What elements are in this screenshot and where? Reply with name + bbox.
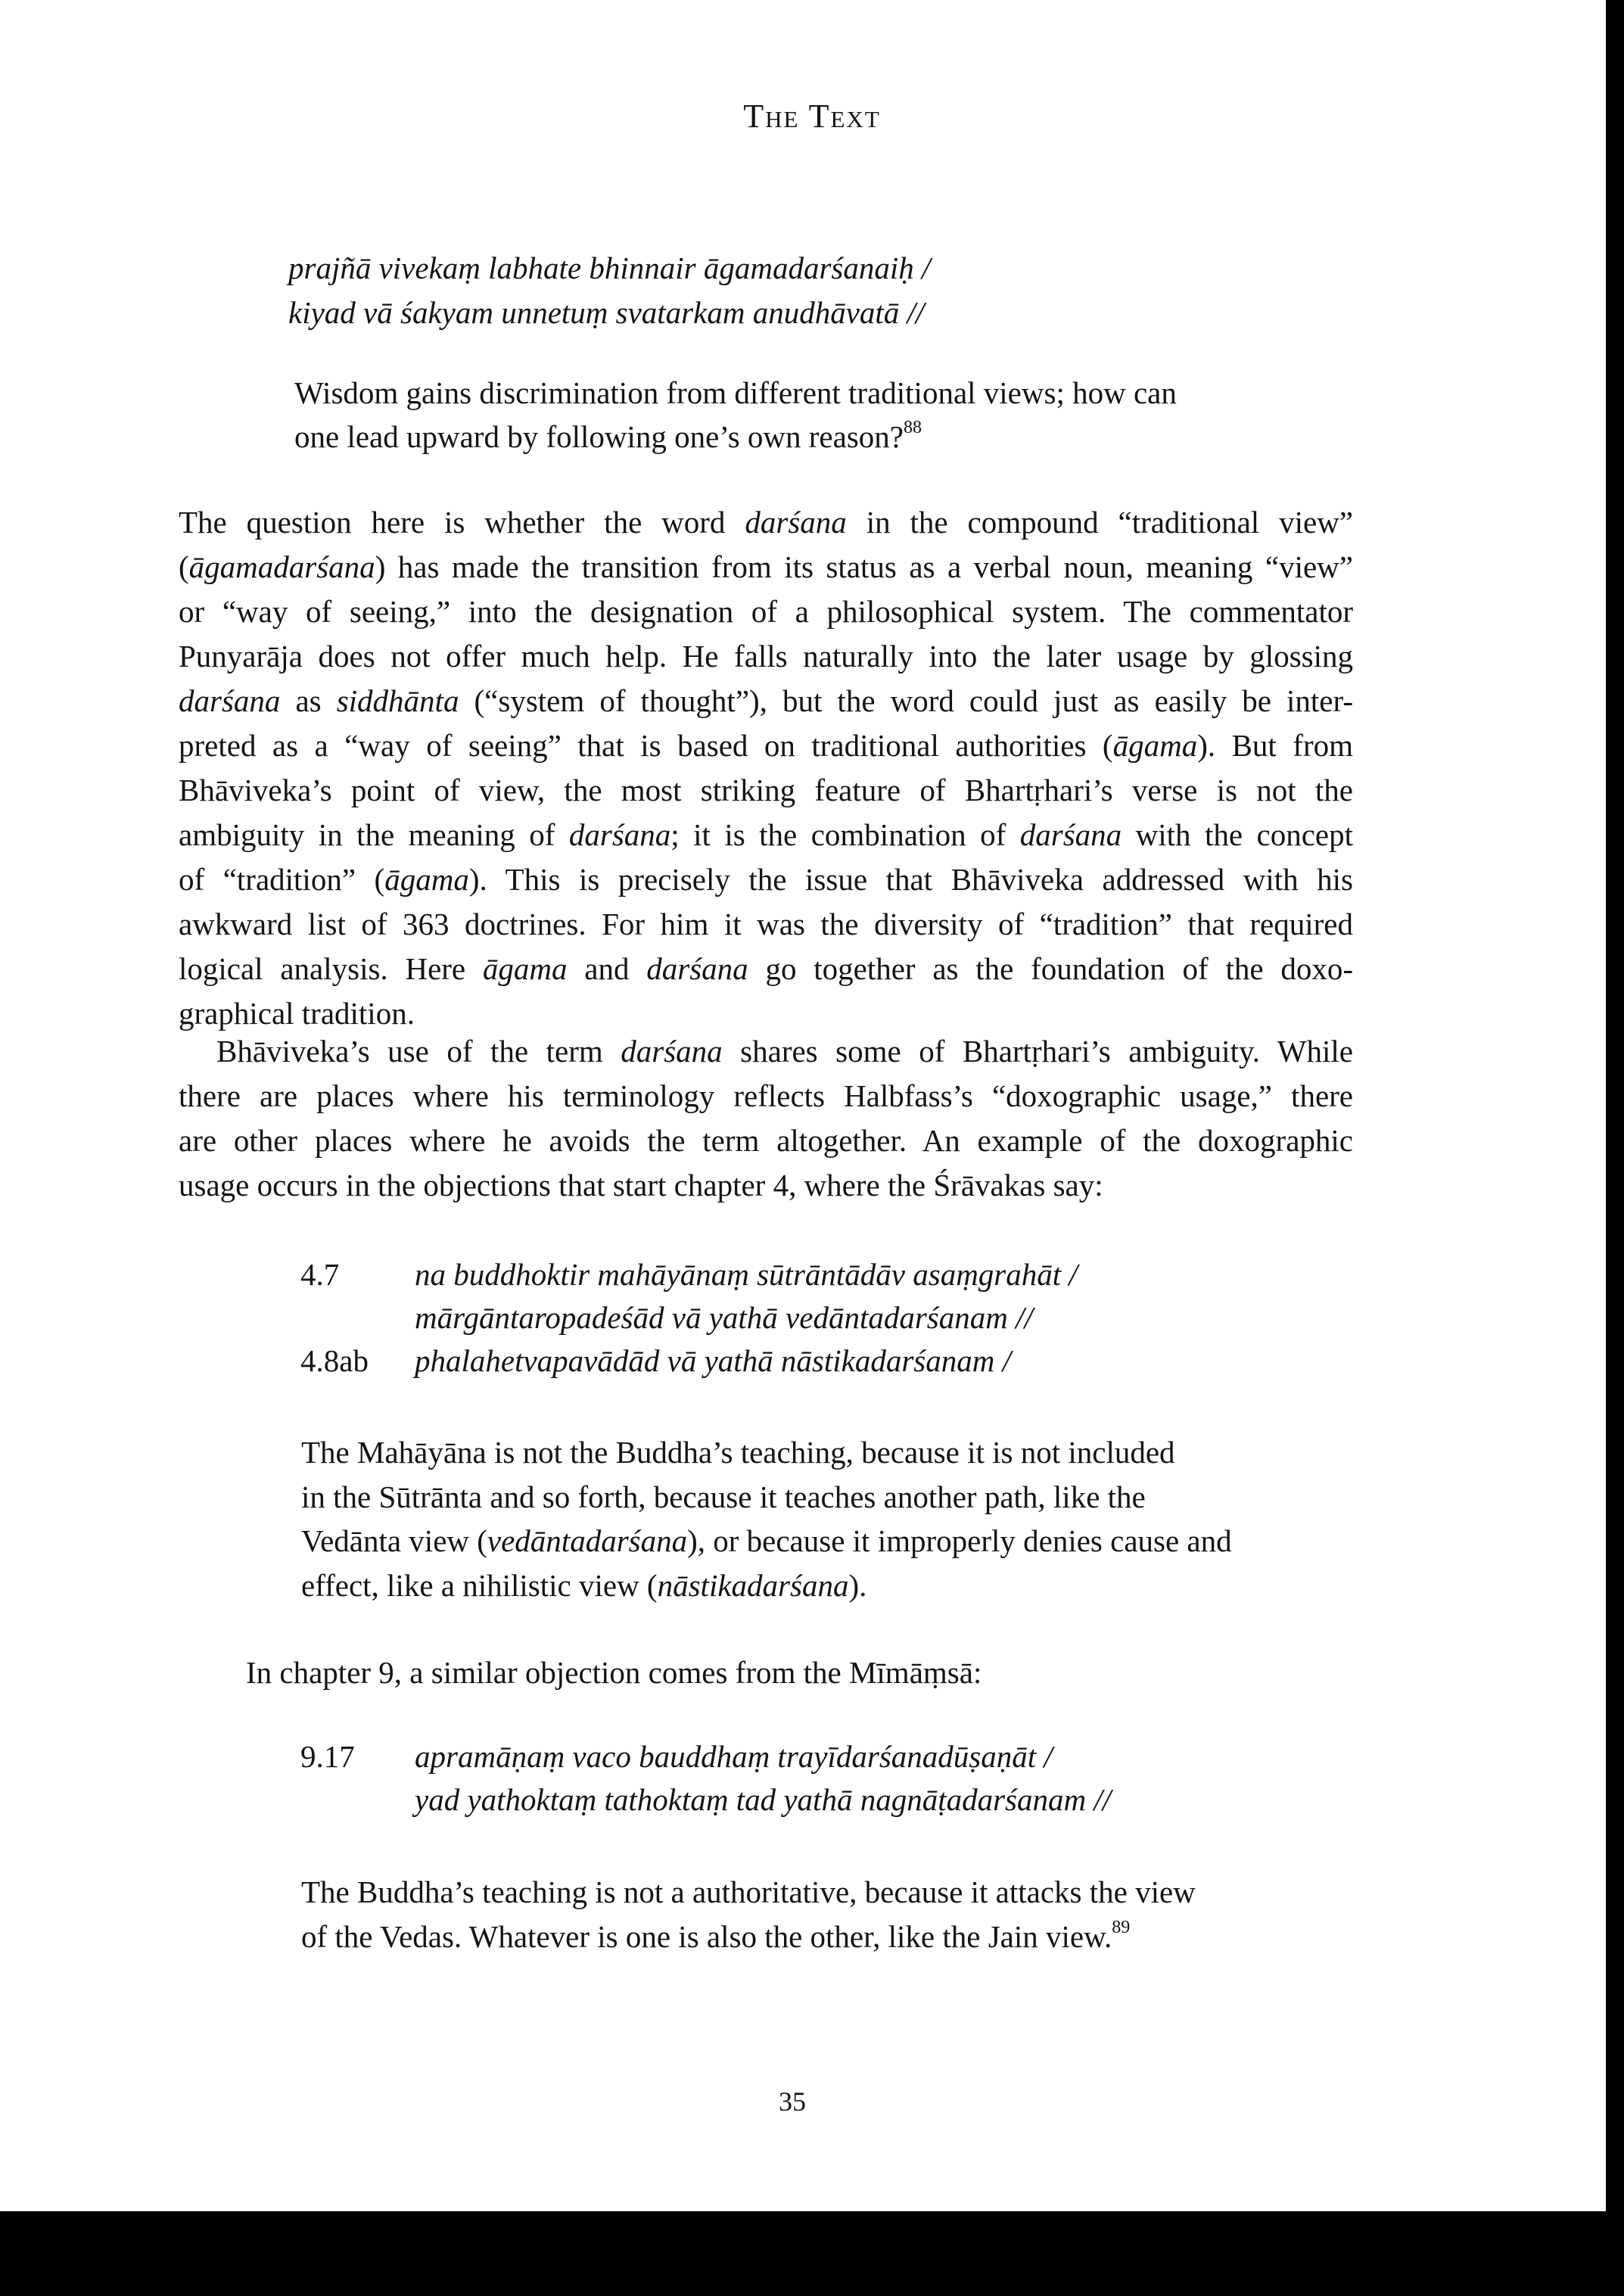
text-run: ) has made the transition from its status as a verbal noun, meaning “view” [375,549,1353,584]
body-paragraph-1 [179,500,1353,1036]
verse-number [300,1296,415,1339]
text-line [294,415,1177,459]
text-run: effect, like a nihilistic view ( [301,1567,658,1603]
verse-translation-3 [301,1870,1196,1958]
text-run: ; it is the combination of [670,817,1020,852]
italic-term: darśana [1019,817,1122,852]
italic-term: siddhānta [336,683,459,718]
verse-number: 9.17 [300,1739,355,1774]
text-run: in the compound “traditional view” [846,505,1353,540]
text-line [301,1915,1196,1959]
verse-block-9-17 [300,1735,1111,1822]
footnote-marker[interactable]: 89 [1112,1917,1131,1937]
verse-line [300,1735,1111,1778]
text-line [179,500,1353,545]
verse-text: mārgāntaropadeśād vā yathā vedāntadarśanam // [415,1300,1033,1335]
text-run: shares some of Bhartṛhari’s ambiguity. While [722,1034,1353,1069]
text-run: ambiguity in the meaning of [179,817,569,852]
verse-line [300,1339,1078,1383]
text-run: The question here is whether the word [179,505,745,540]
italic-term: kiyad vā śakyam unnetuṃ svatarkam anudhāvatā // [288,295,925,330]
text-run: or “way of seeing,” into the designation of a philosophical system. The commentator [179,594,1353,629]
text-run: are other places where he avoids the term altogether. An example of the doxographic [179,1123,1353,1158]
text-run: there are places where his terminology reflects Halbfass’s “doxographic usage,” there [179,1078,1353,1113]
text-run: ). This is precisely the issue that Bhāviveka addressed with his [468,862,1353,897]
text-run: one lead upward by following one’s own reason? [294,419,904,454]
text-line [179,1029,1353,1074]
verse-translation-2 [301,1430,1232,1607]
text-run: The Mahāyāna is not the Buddha’s teaching, because it is not included [301,1435,1175,1470]
italic-term: vedāntadarśana [487,1523,688,1558]
text-line [301,1430,1232,1475]
text-line [288,246,930,291]
text-run: preted as a “way of seeing” that is based on traditional authorities ( [179,728,1113,763]
text-run: ). [848,1567,867,1603]
text-run: Bhāviveka’s use of the term [216,1034,621,1069]
text-line [301,1870,1196,1915]
italic-term: darśana [568,817,671,852]
footnote-marker[interactable]: 88 [904,417,922,437]
verse-translation-1 [294,371,1177,459]
body-paragraph-2 [179,1029,1353,1208]
text-line [301,1475,1232,1520]
text-run: ), or because it improperly denies cause and [687,1523,1232,1558]
text-line [179,902,1353,947]
text-run: go together as the foundation of the doxo- [748,951,1353,986]
text-line [179,1163,1353,1208]
page-number: 35 [779,2086,806,2117]
verse-text: apramāṇaṃ vaco bauddhaṃ trayīdarśanadūṣaṇāt / [415,1739,1053,1774]
text-run: ( [179,549,189,584]
italic-term: darśana [745,505,847,540]
italic-term: prajñā vivekaṃ labhate bhinnair āgamadarśanaiḥ / [288,250,931,285]
verse-text: na buddhoktir mahāyānaṃ sūtrāntādāv asaṃgrahāt / [415,1257,1078,1292]
text-run: in the Sūtrānta and so forth, because it teaches another path, like the [301,1479,1146,1514]
text-line [246,1650,982,1695]
text-run: Punyarāja does not offer much help. He falls naturally into the later usage by glossing [179,639,1353,674]
verse-line [300,1778,1111,1822]
text-run: Vedānta view ( [301,1523,487,1558]
text-line [179,813,1353,857]
verse-line [300,1296,1078,1339]
italic-term: nāstikadarśana [657,1567,849,1603]
text-run: ). But from [1197,728,1354,763]
text-run: with the concept [1122,817,1354,852]
text-run: In chapter 9, a similar objection comes from the Mīmāṃsā: [246,1655,982,1690]
italic-term: darśana [621,1034,723,1069]
body-paragraph-3 [246,1650,982,1695]
text-run: The Buddha’s teaching is not a authoritative, because it attacks the view [301,1874,1196,1909]
text-run: Wisdom gains discrimination from different traditional views; how can [294,375,1177,410]
text-line [179,723,1353,768]
verse-text: yad yathoktaṃ tathoktaṃ tad yathā nagnāṭadarśanam // [415,1782,1112,1817]
verse-text: phalahetvapavādād vā yathā nāstikadarśanam / [415,1343,1012,1378]
text-run: of the Vedas. Whatever is one is also the other, like the Jain view. [301,1918,1112,1954]
verse-block-4-7 [300,1253,1078,1383]
scan-edge-right [1606,0,1624,2296]
text-line [179,545,1353,590]
text-run: of “tradition” ( [179,862,385,897]
running-header: The Text [743,98,881,135]
text-line [301,1563,1232,1608]
scan-edge-bottom [0,2211,1624,2296]
text-line [179,1074,1353,1118]
text-line [179,590,1353,634]
italic-term: āgama [482,951,568,986]
text-line [301,1519,1232,1563]
text-line [179,857,1353,902]
text-run: and [567,951,647,986]
verse-sanskrit-1 [288,246,930,335]
italic-term: āgamadarśana [188,549,375,584]
verse-number: 4.7 [300,1257,340,1292]
text-line [294,371,1177,415]
text-run: (“system of thought”), but the word could just as easily be inter- [459,683,1353,718]
italic-term: āgama [384,862,469,897]
text-line [179,768,1353,813]
text-run: graphical tradition. [179,996,415,1031]
verse-number: 4.8ab [300,1343,369,1378]
text-line [179,947,1353,991]
italic-term: āgama [1112,728,1198,763]
text-line [288,291,930,335]
italic-term: darśana [179,683,281,718]
text-run: usage occurs in the objections that start chapter 4, where the Śrāvakas say: [179,1168,1103,1202]
text-run: logical analysis. Here [179,951,483,986]
text-run: awkward list of 363 doctrines. For him it was the diversity of “tradition” that required [179,907,1353,941]
text-run: Bhāviveka’s point of view, the most striking feature of Bhartṛhari’s verse is not the [179,773,1353,807]
verse-line [300,1253,1078,1296]
text-run: as [280,683,337,718]
verse-number [300,1778,415,1822]
text-line [179,634,1353,679]
text-line [179,1118,1353,1163]
italic-term: darśana [646,951,748,986]
text-line [179,679,1353,723]
